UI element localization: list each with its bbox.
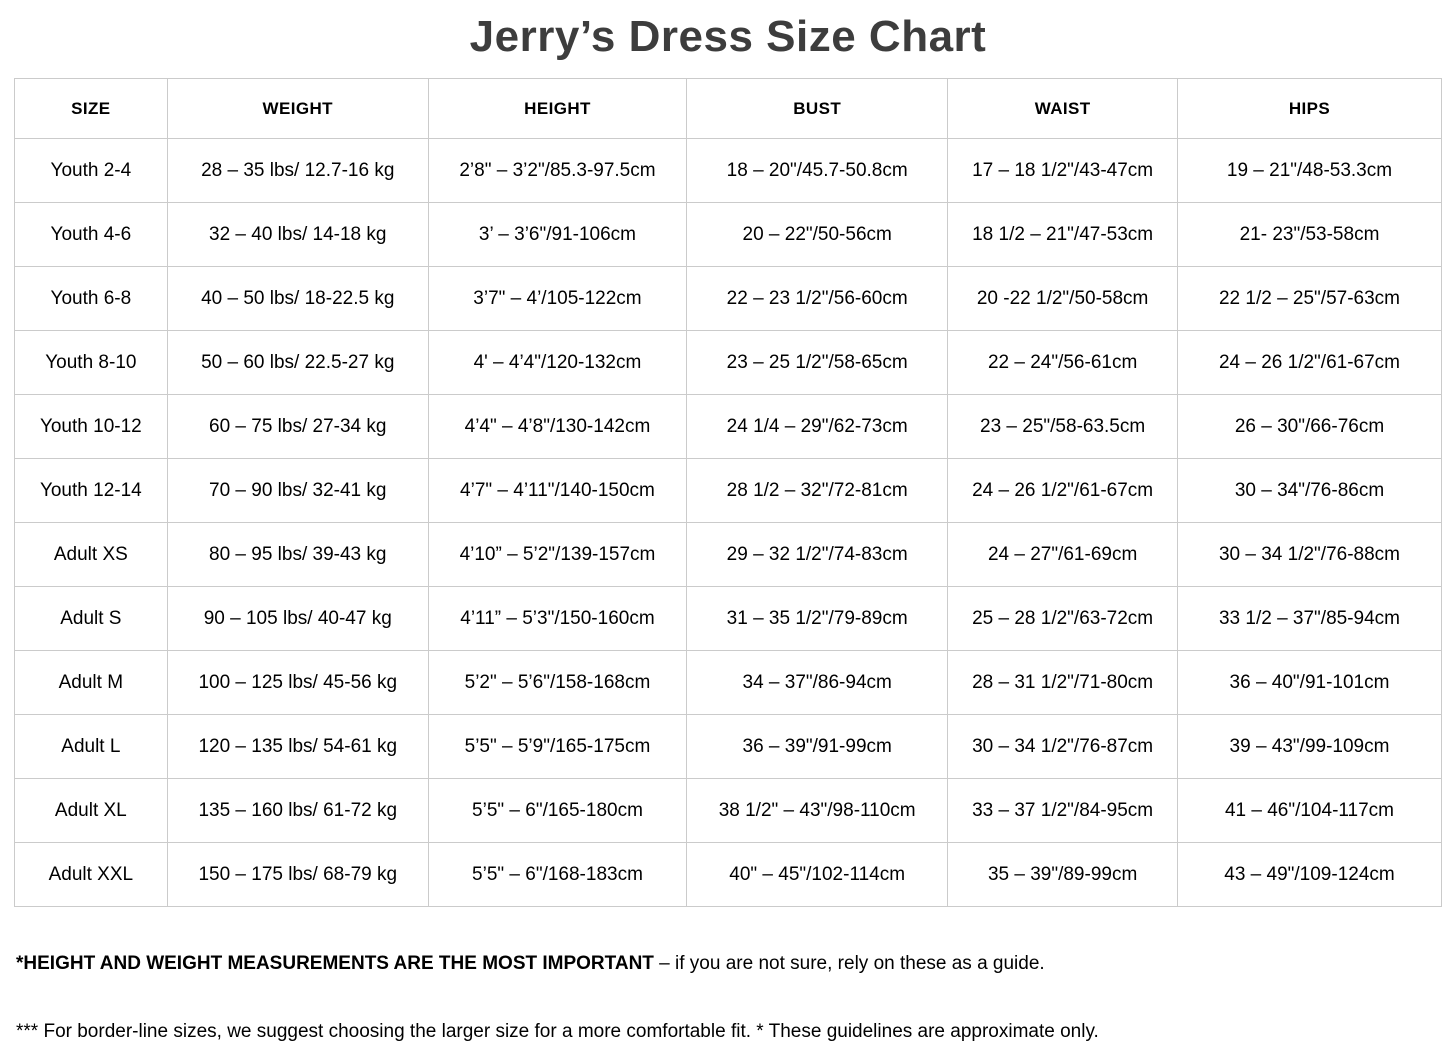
measurement-cell: 36 – 39"/91-99cm — [687, 715, 948, 779]
measurement-cell: 33 – 37 1/2"/84-95cm — [948, 779, 1178, 843]
table-row — [15, 331, 1442, 395]
measurement-cell: 22 – 23 1/2"/56-60cm — [687, 267, 948, 331]
size-label-cell: Adult L — [15, 715, 168, 779]
measurement-cell: 32 – 40 lbs/ 14-18 kg — [167, 203, 428, 267]
measurement-cell: 4' – 4’4"/120-132cm — [428, 331, 686, 395]
measurement-cell: 24 – 26 1/2"/61-67cm — [948, 459, 1178, 523]
measurement-cell: 4’10” – 5’2"/139-157cm — [428, 523, 686, 587]
measurement-cell: 135 – 160 lbs/ 61-72 kg — [167, 779, 428, 843]
header-row — [15, 79, 1442, 139]
measurement-cell: 30 – 34 1/2"/76-87cm — [948, 715, 1178, 779]
size-label-cell: Youth 2-4 — [15, 139, 168, 203]
measurement-cell: 50 – 60 lbs/ 22.5-27 kg — [167, 331, 428, 395]
measurement-cell: 4’7" – 4’11"/140-150cm — [428, 459, 686, 523]
measurement-cell: 34 – 37"/86-94cm — [687, 651, 948, 715]
measurement-cell: 23 – 25"/58-63.5cm — [948, 395, 1178, 459]
size-table-body — [15, 139, 1442, 907]
measurement-cell: 90 – 105 lbs/ 40-47 kg — [167, 587, 428, 651]
measurement-cell: 43 – 49"/109-124cm — [1177, 843, 1441, 907]
measurement-cell: 20 – 22"/50-56cm — [687, 203, 948, 267]
measurement-cell: 80 – 95 lbs/ 39-43 kg — [167, 523, 428, 587]
page-title: Jerry’s Dress Size Chart — [469, 12, 987, 61]
measurement-cell: 41 – 46"/104-117cm — [1177, 779, 1441, 843]
footnotes — [14, 953, 1442, 1043]
table-row — [15, 715, 1442, 779]
size-label-cell: Adult XS — [15, 523, 168, 587]
table-row — [15, 523, 1442, 587]
measurement-cell: 5’2" – 5’6"/158-168cm — [428, 651, 686, 715]
column-header: WAIST — [948, 79, 1178, 139]
measurement-cell: 30 – 34 1/2"/76-88cm — [1177, 523, 1441, 587]
table-row — [15, 459, 1442, 523]
measurement-cell: 33 1/2 – 37"/85-94cm — [1177, 587, 1441, 651]
size-label-cell: Adult XXL — [15, 843, 168, 907]
measurement-cell: 18 1/2 – 21"/47-53cm — [948, 203, 1178, 267]
footnote-rest-text: – if you are not sure, rely on these as a guide. — [653, 953, 1045, 974]
table-row — [15, 395, 1442, 459]
measurement-cell: 24 – 27"/61-69cm — [948, 523, 1178, 587]
measurement-cell: 40 – 50 lbs/ 18-22.5 kg — [167, 267, 428, 331]
size-chart-table — [14, 78, 1442, 907]
table-row — [15, 779, 1442, 843]
measurement-cell: 30 – 34"/76-86cm — [1177, 459, 1441, 523]
column-header: BUST — [687, 79, 948, 139]
measurement-cell: 39 – 43"/99-109cm — [1177, 715, 1441, 779]
measurement-cell: 5’5" – 6"/165-180cm — [428, 779, 686, 843]
footnote-bold-text: *HEIGHT AND WEIGHT MEASUREMENTS ARE THE MOST IMPORTANT — [16, 953, 654, 974]
measurement-cell: 28 – 31 1/2"/71-80cm — [948, 651, 1178, 715]
measurement-cell: 26 – 30"/66-76cm — [1177, 395, 1441, 459]
measurement-cell: 4’11” – 5’3"/150-160cm — [428, 587, 686, 651]
measurement-cell: 5’5" – 6"/168-183cm — [428, 843, 686, 907]
measurement-cell: 100 – 125 lbs/ 45-56 kg — [167, 651, 428, 715]
measurement-cell: 31 – 35 1/2"/79-89cm — [687, 587, 948, 651]
size-label-cell: Youth 12-14 — [15, 459, 168, 523]
measurement-cell: 23 – 25 1/2"/58-65cm — [687, 331, 948, 395]
footnote-height-weight — [16, 953, 1442, 975]
measurement-cell: 36 – 40"/91-101cm — [1177, 651, 1441, 715]
measurement-cell: 19 – 21"/48-53.3cm — [1177, 139, 1441, 203]
size-label-cell: Youth 4-6 — [15, 203, 168, 267]
table-row — [15, 651, 1442, 715]
measurement-cell: 28 – 35 lbs/ 12.7-16 kg — [167, 139, 428, 203]
table-row — [15, 843, 1442, 907]
measurement-cell: 28 1/2 – 32"/72-81cm — [687, 459, 948, 523]
measurement-cell: 38 1/2" – 43"/98-110cm — [687, 779, 948, 843]
measurement-cell: 35 – 39"/89-99cm — [948, 843, 1178, 907]
column-header: HIPS — [1177, 79, 1441, 139]
measurement-cell: 2’8" – 3’2"/85.3-97.5cm — [428, 139, 686, 203]
measurement-cell: 24 1/4 – 29"/62-73cm — [687, 395, 948, 459]
measurement-cell: 3’7" – 4’/105-122cm — [428, 267, 686, 331]
size-label-cell: Adult S — [15, 587, 168, 651]
measurement-cell: 29 – 32 1/2"/74-83cm — [687, 523, 948, 587]
size-label-cell: Youth 6-8 — [15, 267, 168, 331]
measurement-cell: 4’4" – 4’8"/130-142cm — [428, 395, 686, 459]
measurement-cell: 22 – 24"/56-61cm — [948, 331, 1178, 395]
measurement-cell: 70 – 90 lbs/ 32-41 kg — [167, 459, 428, 523]
measurement-cell: 17 – 18 1/2"/43-47cm — [948, 139, 1178, 203]
footnote-borderline: *** For border-line sizes, we suggest choosing the larger size for a more comfortable fit. * These guidelines are approximate only. — [16, 1021, 1099, 1042]
measurement-cell: 150 – 175 lbs/ 68-79 kg — [167, 843, 428, 907]
column-header: SIZE — [15, 79, 168, 139]
size-chart-header — [15, 79, 1442, 139]
measurement-cell: 18 – 20"/45.7-50.8cm — [687, 139, 948, 203]
size-label-cell: Youth 10-12 — [15, 395, 168, 459]
column-header: HEIGHT — [428, 79, 686, 139]
measurement-cell: 3’ – 3’6"/91-106cm — [428, 203, 686, 267]
size-label-cell: Adult M — [15, 651, 168, 715]
measurement-cell: 22 1/2 – 25"/57-63cm — [1177, 267, 1441, 331]
measurement-cell: 5’5" – 5’9"/165-175cm — [428, 715, 686, 779]
measurement-cell: 120 – 135 lbs/ 54-61 kg — [167, 715, 428, 779]
column-header: WEIGHT — [167, 79, 428, 139]
table-row — [15, 139, 1442, 203]
size-label-cell: Youth 8-10 — [15, 331, 168, 395]
measurement-cell: 21- 23"/53-58cm — [1177, 203, 1441, 267]
size-label-cell: Adult XL — [15, 779, 168, 843]
measurement-cell: 24 – 26 1/2"/61-67cm — [1177, 331, 1441, 395]
table-row — [15, 203, 1442, 267]
measurement-cell: 60 – 75 lbs/ 27-34 kg — [167, 395, 428, 459]
measurement-cell: 20 -22 1/2"/50-58cm — [948, 267, 1178, 331]
table-row — [15, 587, 1442, 651]
measurement-cell: 40" – 45"/102-114cm — [687, 843, 948, 907]
table-row — [15, 267, 1442, 331]
measurement-cell: 25 – 28 1/2"/63-72cm — [948, 587, 1178, 651]
